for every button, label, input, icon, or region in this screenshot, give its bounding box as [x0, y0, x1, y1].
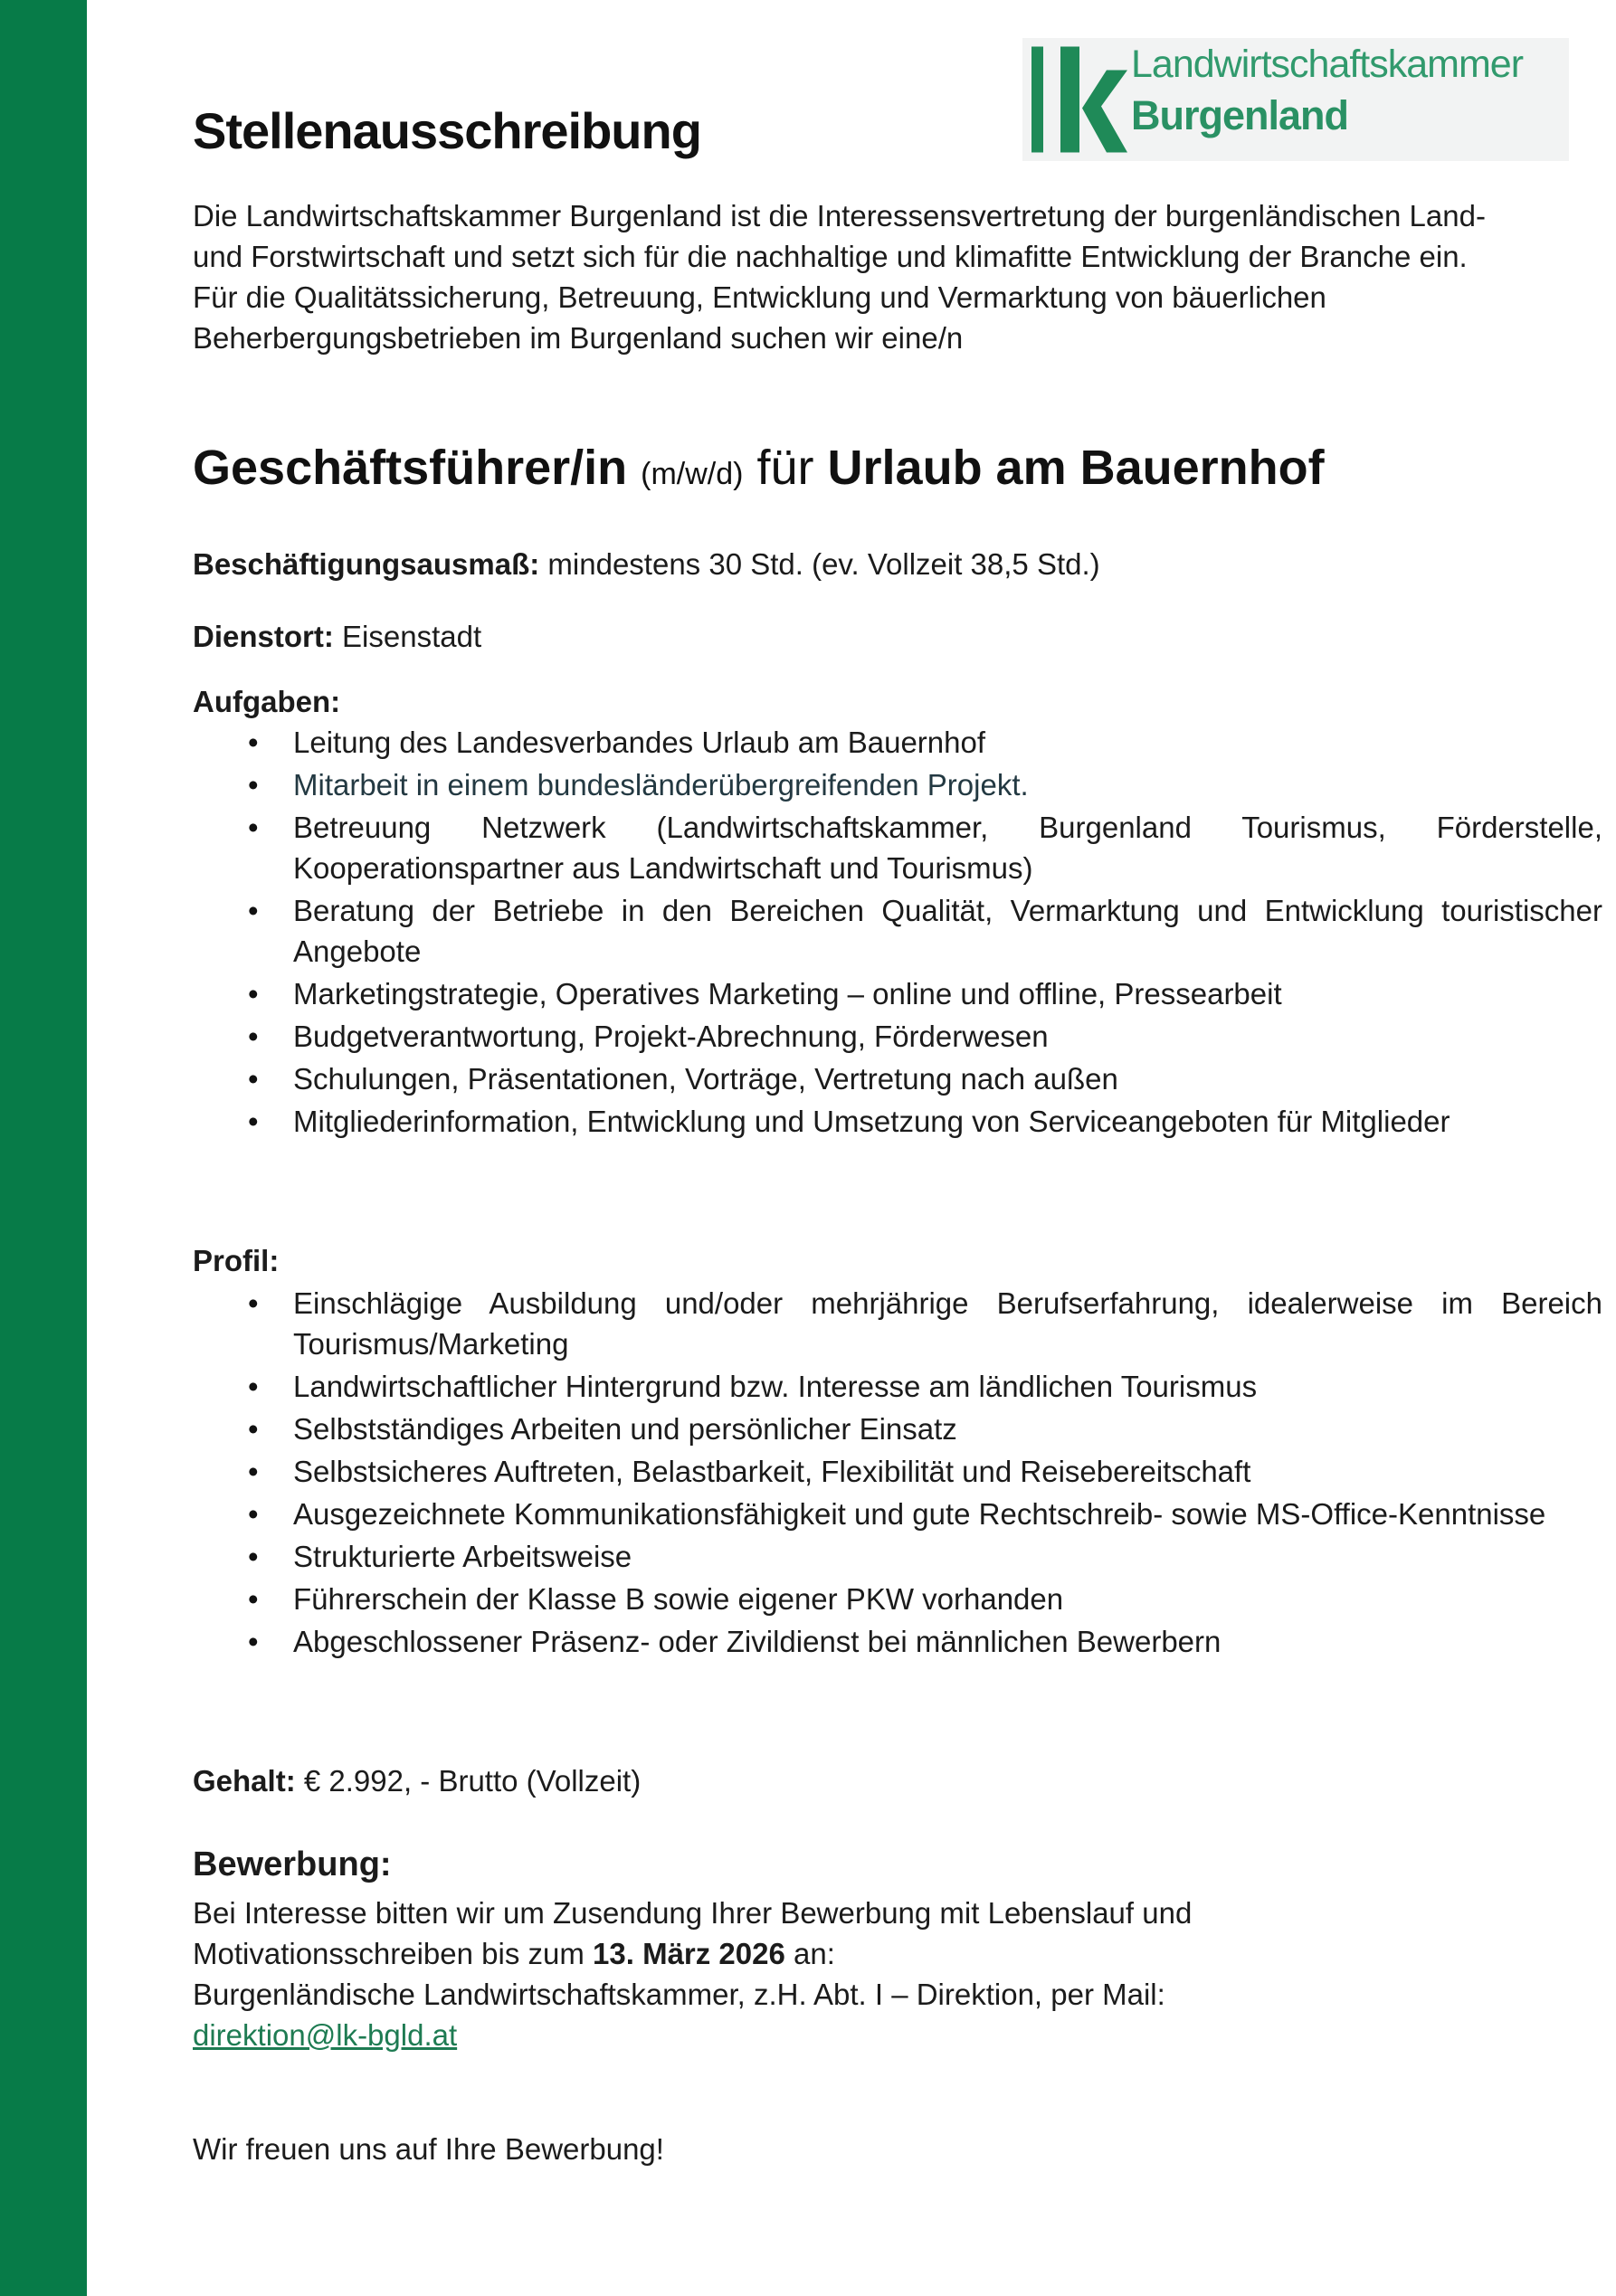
lk-logo-text	[1131, 43, 1523, 147]
profile-item	[248, 1579, 1602, 1619]
intro-paragraph: Die Landwirtschaftskammer Burgenland ist die Interessensvertretung der burgenländischen Land- und Forstwirtschaft und setzt sich für die nachhaltige und klimafitte Entwicklung der Branche ein. Für die Qualitätssicherung, Betreuung, Entwicklung und Vermarktung von bäuerlichen Beherbergungsbetrieben im Burgenland suchen wir eine/n	[193, 199, 1486, 355]
application-line-2	[193, 1933, 1502, 1974]
profile-item-text: Selbstsicheres Auftreten, Belastbarkeit, Flexibilität und Reisebereitschaft	[293, 1455, 1251, 1488]
profile-item-text: Ausgezeichnete Kommunikationsfähigkeit und gute Rechtschreib- sowie MS-Office-Kenntnisse	[293, 1497, 1546, 1531]
logo-org-name: Landwirtschaftskammer	[1131, 43, 1524, 86]
work-location-value: Eisenstadt	[342, 620, 482, 653]
profile-item	[248, 1409, 1602, 1449]
salary-row	[193, 1760, 641, 1801]
task-item	[248, 1101, 1602, 1142]
task-item-text: Betreuung Netzwerk (Landwirtschaftskammer, Burgenland Tourismus, Förderstelle, Kooperationspartner aus Landwirtschaft und Tourismus)	[293, 811, 1602, 885]
task-item	[248, 890, 1602, 972]
job-title-role: Geschäftsführer/in	[193, 441, 628, 495]
profile-item	[248, 1451, 1602, 1492]
job-title-program: Urlaub am Bauernhof	[827, 441, 1325, 495]
tasks-heading: Aufgaben:	[193, 685, 341, 718]
profile-item	[248, 1621, 1602, 1662]
work-location-label: Dienstort:	[193, 620, 334, 653]
job-title	[193, 440, 1325, 496]
task-item-text: Leitung des Landesverbandes Urlaub am Bauernhof	[293, 726, 986, 759]
bullet-icon: •	[248, 977, 259, 1010]
profile-item-text: Landwirtschaftlicher Hintergrund bzw. Interesse am ländlichen Tourismus	[293, 1370, 1258, 1403]
job-title-connector: für	[756, 441, 814, 495]
profile-item	[248, 1536, 1602, 1577]
profile-list	[193, 1283, 1602, 1664]
bullet-icon: •	[248, 726, 259, 759]
task-item-text: Budgetverantwortung, Projekt-Abrechnung, Förderwesen	[293, 1020, 1049, 1053]
work-location-row	[193, 616, 481, 657]
task-item	[248, 1058, 1602, 1099]
profile-item	[248, 1366, 1602, 1407]
application-deadline-pre: Motivationsschreiben bis zum	[193, 1937, 594, 1970]
application-deadline-date: 13. März 2026	[593, 1937, 785, 1970]
bullet-icon: •	[248, 1540, 259, 1573]
employment-extent-value: mindestens 30 Std. (ev. Vollzeit 38,5 Std.)	[547, 547, 1100, 581]
application-address-line: Burgenländische Landwirtschaftskammer, z.H. Abt. I – Direktion, per Mail:	[193, 1978, 1165, 2011]
email-link[interactable]: direktion@lk-bgld.at	[193, 2018, 458, 2052]
bullet-icon: •	[248, 1455, 259, 1488]
profile-item	[248, 1494, 1602, 1534]
task-item-text: Mitgliederinformation, Entwicklung und Umsetzung von Serviceangeboten für Mitglieder	[293, 1105, 1450, 1138]
profile-item-text: Führerschein der Klasse B sowie eigener PKW vorhanden	[293, 1582, 1064, 1616]
salary-label: Gehalt:	[193, 1764, 296, 1798]
task-item-text: Schulungen, Präsentationen, Vorträge, Vertretung nach außen	[293, 1062, 1118, 1096]
bullet-icon: •	[248, 1370, 259, 1403]
task-item	[248, 1016, 1602, 1057]
closing-line: Wir freuen uns auf Ihre Bewerbung!	[193, 2132, 664, 2166]
application-section	[193, 1842, 1502, 2055]
lk-logo	[1022, 38, 1569, 161]
task-item-text: Marketingstrategie, Operatives Marketing – online und offline, Pressearbeit	[293, 977, 1282, 1010]
job-title-mwd: (m/w/d)	[641, 457, 744, 491]
task-item-text: Beratung der Betriebe in den Bereichen Qualität, Vermarktung und Entwicklung touristischer Angebote	[293, 894, 1602, 968]
bullet-icon: •	[248, 1105, 259, 1138]
profile-item-text: Strukturierte Arbeitsweise	[293, 1540, 632, 1573]
profile-item-text: Abgeschlossener Präsenz- oder Zivildienst bei männlichen Bewerbern	[293, 1625, 1222, 1658]
task-item	[248, 973, 1602, 1014]
bullet-icon: •	[248, 1497, 259, 1531]
bullet-icon: •	[248, 1062, 259, 1096]
green-sidebar-accent	[0, 0, 87, 2296]
employment-extent-row	[193, 544, 1100, 584]
application-deadline-post: an:	[784, 1937, 835, 1970]
bullet-icon: •	[248, 1582, 259, 1616]
profile-item-text: Selbstständiges Arbeiten und persönlicher Einsatz	[293, 1412, 957, 1446]
bullet-icon: •	[248, 1412, 259, 1446]
application-line-1: Bei Interesse bitten wir um Zusendung Ihrer Bewerbung mit Lebenslauf und	[193, 1896, 1193, 1930]
profile-heading: Profil:	[193, 1244, 280, 1277]
bullet-icon: •	[248, 768, 259, 802]
application-heading: Bewerbung:	[193, 1845, 392, 1883]
bullet-icon: •	[248, 1286, 259, 1320]
bullet-icon: •	[248, 1020, 259, 1053]
task-item	[248, 722, 1602, 763]
employment-extent-label: Beschäftigungsausmaß:	[193, 547, 540, 581]
profile-item-text: Einschlägige Ausbildung und/oder mehrjährige Berufserfahrung, idealerweise im Bereich Tourismus/Marketing	[293, 1286, 1602, 1361]
bullet-icon: •	[248, 894, 259, 927]
profile-item	[248, 1283, 1602, 1364]
tasks-list	[193, 722, 1602, 1143]
task-item	[248, 807, 1602, 888]
task-item	[248, 764, 1602, 805]
bullet-icon: •	[248, 811, 259, 844]
lk-logo-icon	[1030, 45, 1131, 158]
logo-region-name: Burgenland	[1131, 92, 1349, 138]
document-title: Stellenausschreibung	[193, 102, 701, 159]
task-item-text: Mitarbeit in einem bundesländerübergreifenden Projekt.	[293, 768, 1029, 802]
salary-value: € 2.992, - Brutto (Vollzeit)	[303, 1764, 642, 1798]
bullet-icon: •	[248, 1625, 259, 1658]
